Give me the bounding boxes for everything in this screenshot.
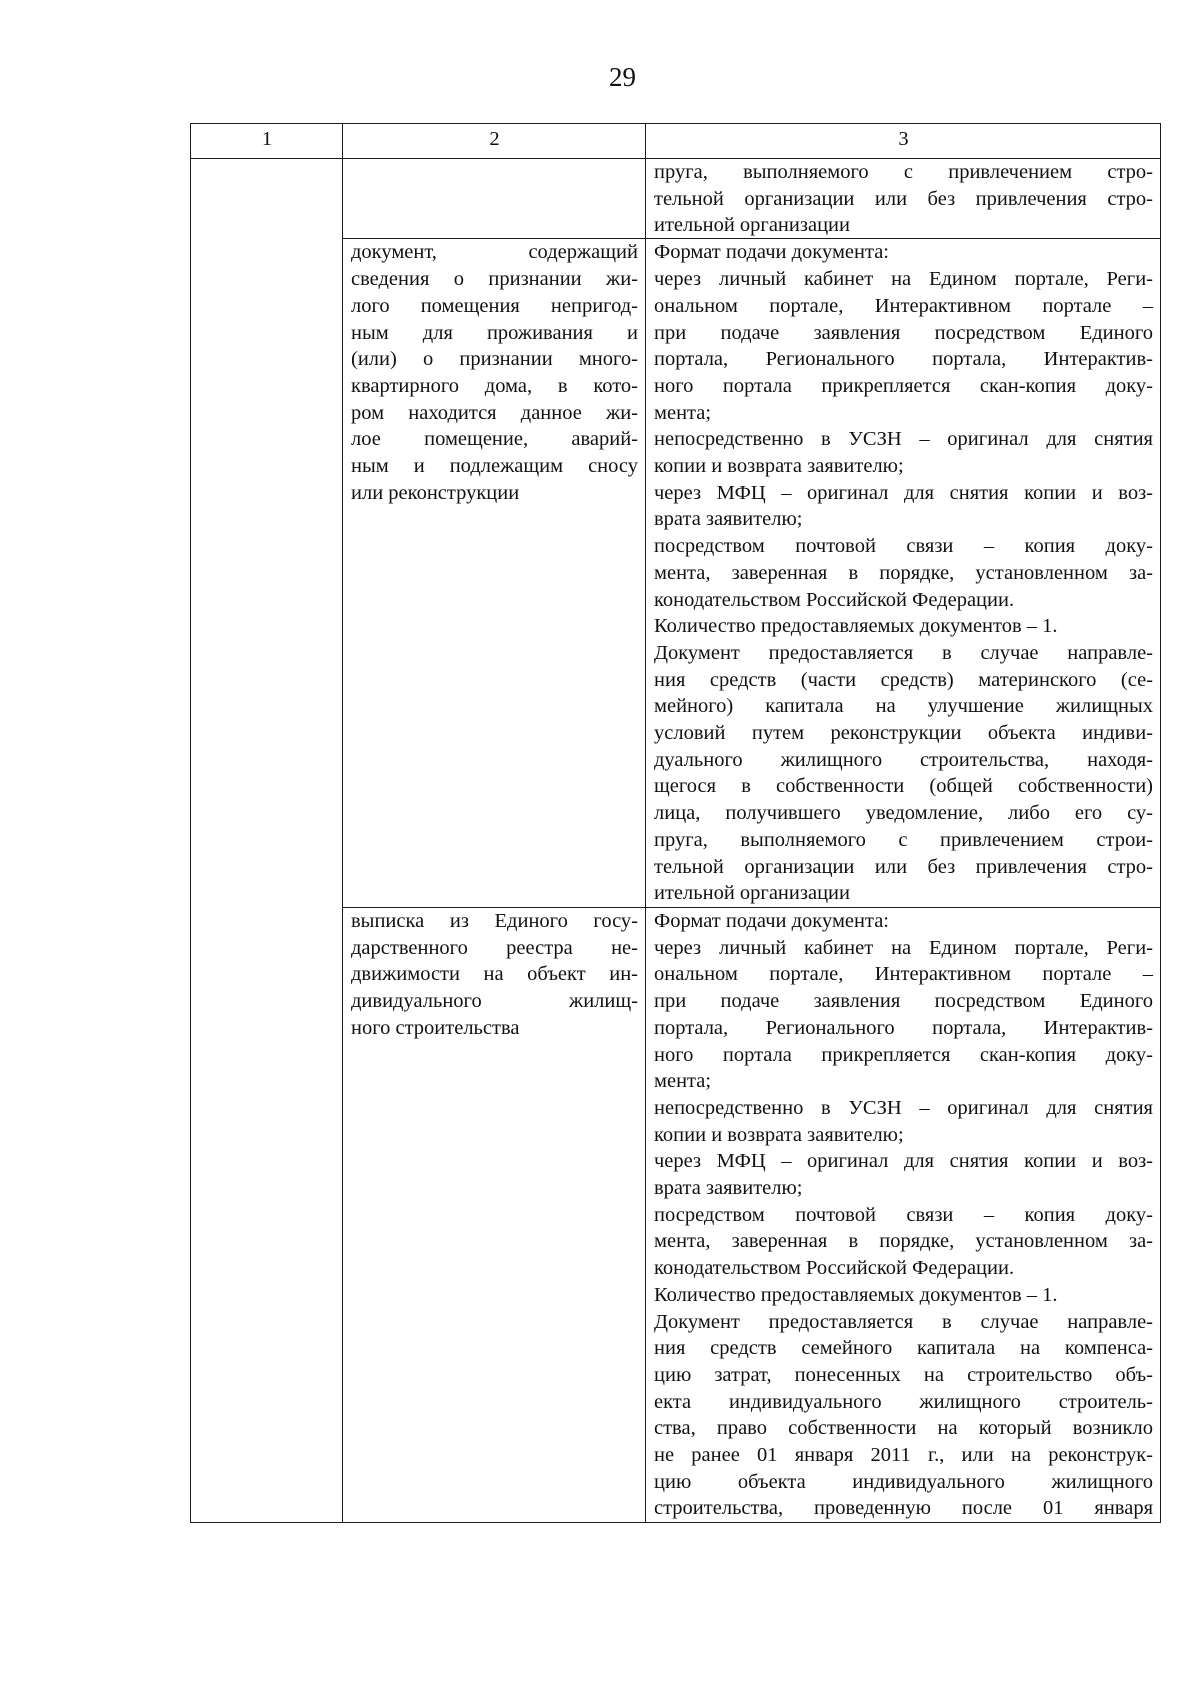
text-line: или реконструкции	[351, 481, 520, 504]
text-line: через личный кабинет на Едином портале, Реги-	[654, 936, 1153, 959]
text-line: непосредственно в УСЗН – оригинал для снятия	[654, 1096, 1153, 1119]
text-line: дуального жилищного строительства, находя-	[654, 748, 1153, 771]
text-line: ным для проживания и	[351, 321, 638, 344]
text-line: ным и подлежащим сносу	[351, 455, 638, 478]
text-line: врата заявителю;	[654, 508, 803, 531]
document-name-cell	[343, 239, 646, 908]
text-line: при подаче заявления посредством Единого	[654, 990, 1153, 1013]
text-line: ного портала прикрепляется скан-копия доку-	[654, 374, 1153, 397]
text-line: пруга, выполняемого с привлечением стро-	[654, 161, 1153, 183]
text-line: лое помещение, аварий-	[351, 428, 638, 451]
text-line: ительной организации	[654, 882, 850, 905]
text-line: Формат подачи документа:	[654, 241, 889, 264]
text-line: мента;	[654, 1070, 712, 1093]
text-line: выписка из Единого госу-	[351, 909, 638, 932]
text-line: ния средств (части средств) материнского (се-	[654, 668, 1153, 691]
text-line: мента;	[654, 401, 712, 424]
text-line: портала, Регионального портала, Интерактив-	[654, 348, 1153, 371]
text-line: при подаче заявления посредством Единого	[654, 321, 1153, 344]
table-row	[191, 159, 1161, 239]
text-line: ного портала прикрепляется скан-копия доку-	[654, 1043, 1153, 1066]
text-line: ональном портале, Интерактивном портале –	[654, 294, 1153, 317]
page-number: 29	[609, 62, 636, 92]
text-line: ональном портале, Интерактивном портале –	[654, 963, 1153, 986]
text-line: ром находится данное жи-	[351, 401, 638, 424]
text-line: посредством почтовой связи – копия доку-	[654, 1203, 1153, 1226]
text-line: лица, получившего уведомление, либо его су-	[654, 802, 1153, 825]
text-line: ства, право собственности на который возникло	[654, 1417, 1153, 1440]
text-line: через личный кабинет на Едином портале, Реги-	[654, 268, 1153, 291]
text-line: конодательством Российской Федерации.	[654, 1257, 1015, 1280]
submission-format-cell	[646, 907, 1161, 1522]
column-header-2: 2	[343, 124, 646, 159]
text-line: щегося в собственности (общей собственности)	[654, 775, 1153, 798]
column-header-1: 1	[191, 124, 343, 159]
text-line: ния средств семейного капитала на компенса-	[654, 1337, 1153, 1360]
text-line: тельной организации или без привлечения стро-	[654, 855, 1153, 878]
text-line: дарственного реестра не-	[351, 936, 638, 959]
text-line: документ, содержащий	[351, 241, 638, 264]
text-line: мента, заверенная в порядке, установленном за-	[654, 561, 1153, 584]
column-header-3: 3	[646, 124, 1161, 159]
text-line: врата заявителю;	[654, 1177, 803, 1200]
text-line: Количество предоставляемых документов – 1.	[654, 615, 1058, 638]
text-line: пруга, выполняемого с привлечением строи-	[654, 828, 1153, 851]
text-line: конодательством Российской Федерации.	[654, 588, 1015, 611]
text-line: тельной организации или без привлечения стро-	[654, 187, 1153, 210]
text-line: посредством почтовой связи – копия доку-	[654, 535, 1153, 558]
text-line: Документ предоставляется в случае направле-	[654, 641, 1153, 664]
text-line: цию затрат, понесенных на строительство объ-	[654, 1363, 1153, 1386]
text-line: строительства, проведенную после 01 января	[654, 1497, 1153, 1520]
text-line: екта индивидуального жилищного строитель-	[654, 1390, 1153, 1413]
text-line: цию объекта индивидуального жилищного	[654, 1470, 1153, 1493]
text-line: Документ предоставляется в случае направле-	[654, 1310, 1153, 1333]
column-3-cell	[646, 159, 1161, 239]
column-1-cell	[191, 159, 343, 1523]
text-line: условий путем реконструкции объекта индиви-	[654, 722, 1153, 745]
document-name-cell	[343, 907, 646, 1522]
text-line: копии и возврата заявителю;	[654, 1123, 904, 1146]
text-line: портала, Регионального портала, Интерактив-	[654, 1016, 1153, 1039]
text-line: мента, заверенная в порядке, установленном за-	[654, 1230, 1153, 1253]
text-line: лого помещения непригод-	[351, 294, 638, 317]
text-line: Формат подачи документа:	[654, 909, 889, 932]
text-line: копии и возврата заявителю;	[654, 455, 904, 478]
submission-format-cell	[646, 239, 1161, 908]
text-line: через МФЦ – оригинал для снятия копии и воз-	[654, 481, 1153, 504]
requirements-table	[190, 123, 1161, 1523]
text-line: через МФЦ – оригинал для снятия копии и воз-	[654, 1150, 1153, 1173]
table-header-row	[191, 124, 1161, 159]
text-line: сведения о признании жи-	[351, 268, 638, 291]
text-line: ительной организации	[654, 214, 850, 237]
text-line: Количество предоставляемых документов – 1.	[654, 1283, 1058, 1306]
text-line: ного строительства	[351, 1016, 520, 1039]
text-line: мейного) капитала на улучшение жилищных	[654, 695, 1153, 718]
text-line: движимости на объект ин-	[351, 963, 638, 986]
text-line: дивидуального жилищ-	[351, 990, 638, 1013]
column-2-cell	[343, 159, 646, 239]
text-line: (или) о признании много-	[351, 348, 638, 371]
text-line: не ранее 01 января 2011 г., или на реконструк-	[654, 1444, 1153, 1467]
text-line: непосредственно в УСЗН – оригинал для снятия	[654, 428, 1153, 451]
text-line: квартирного дома, в кото-	[351, 374, 638, 397]
